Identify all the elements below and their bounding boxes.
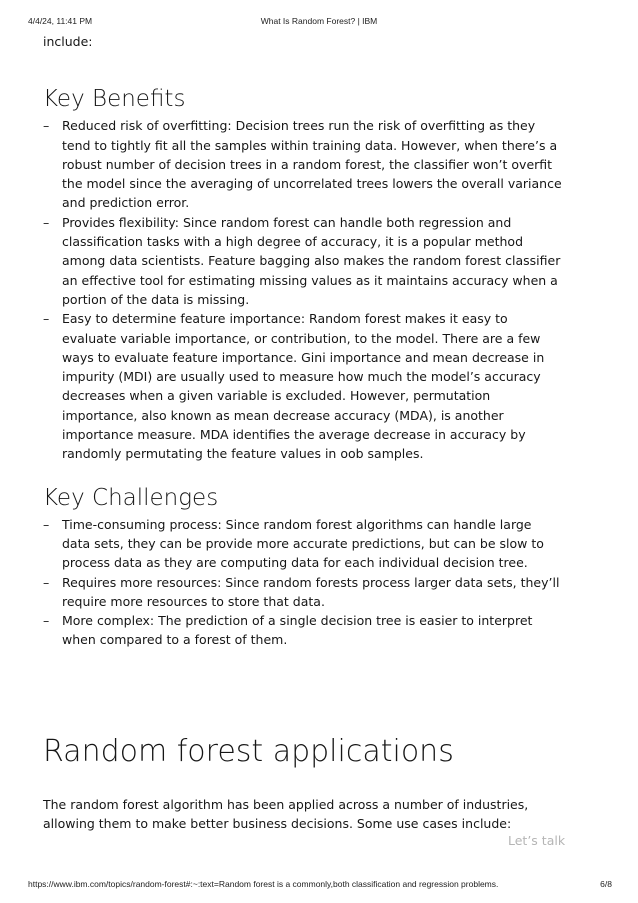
applications-heading: Random forest applications: [43, 734, 454, 769]
key-benefits-heading: Key Benefits: [43, 86, 186, 113]
article-content: [43, 32, 563, 650]
key-benefits-list: [43, 116, 563, 463]
list-item: – Easy to determine feature importance: Random forest makes it easy to evaluate variable importance, or contribution, to the model. There are a few ways to evaluate feature importance. Gini importance and mean decrease in impurity (MDI) are usually used to measure how much the model’s accuracy decreases when a given variable is excluded. However, permutation importance, also known as mean decrease accuracy (MDA), is another importance measure. MDA identifies the average decrease in accuracy by randomly permutating the feature values in oob samples.: [43, 309, 563, 463]
applications-body: The random forest algorithm has been applied across a number of industries, allowing them to make better business decisions. Some use cases include:: [43, 797, 529, 832]
page-number: 6/8: [600, 879, 612, 889]
key-challenges-heading: Key Challenges: [43, 484, 219, 511]
list-item: – Provides flexibility: Since random forest can handle both regression and classification tasks with a high degree of accuracy, it is a popular method among data scientists. Feature bagging also makes the random forest classifier an effective tool for estimating missing values as it maintains accuracy when a portion of the data is missing.: [43, 213, 563, 309]
list-item: – More complex: The prediction of a single decision tree is easier to interpret when compared to a forest of them.: [43, 611, 563, 650]
list-item: – Requires more resources: Since random forests process larger data sets, they’ll require more resources to store that data.: [43, 573, 563, 612]
key-challenges-list: [43, 515, 563, 650]
lead-text: include:: [43, 34, 93, 49]
lets-talk-button[interactable]: Let’s talk: [508, 833, 566, 848]
print-url: https://www.ibm.com/topics/random-forest#:~:text=Random forest is a commonly,both classification and regression problems.: [28, 879, 499, 889]
list-item: – Reduced risk of overfitting: Decision trees run the risk of overfitting as they tend to tightly fit all the samples within training data. However, when there’s a robust number of decision trees in a random forest, the classifier won’t overfit the model since the averaging of uncorrelated trees lowers the overall variance and prediction error.: [43, 116, 563, 212]
list-item: – Time-consuming process: Since random forest algorithms can handle large data sets, they can be provide more accurate predictions, but can be slow to process data as they are computing data for each individual decision tree.: [43, 515, 563, 573]
print-page-title: What Is Random Forest? | IBM: [260, 16, 378, 26]
print-datetime: 4/4/24, 11:41 PM: [28, 16, 93, 26]
